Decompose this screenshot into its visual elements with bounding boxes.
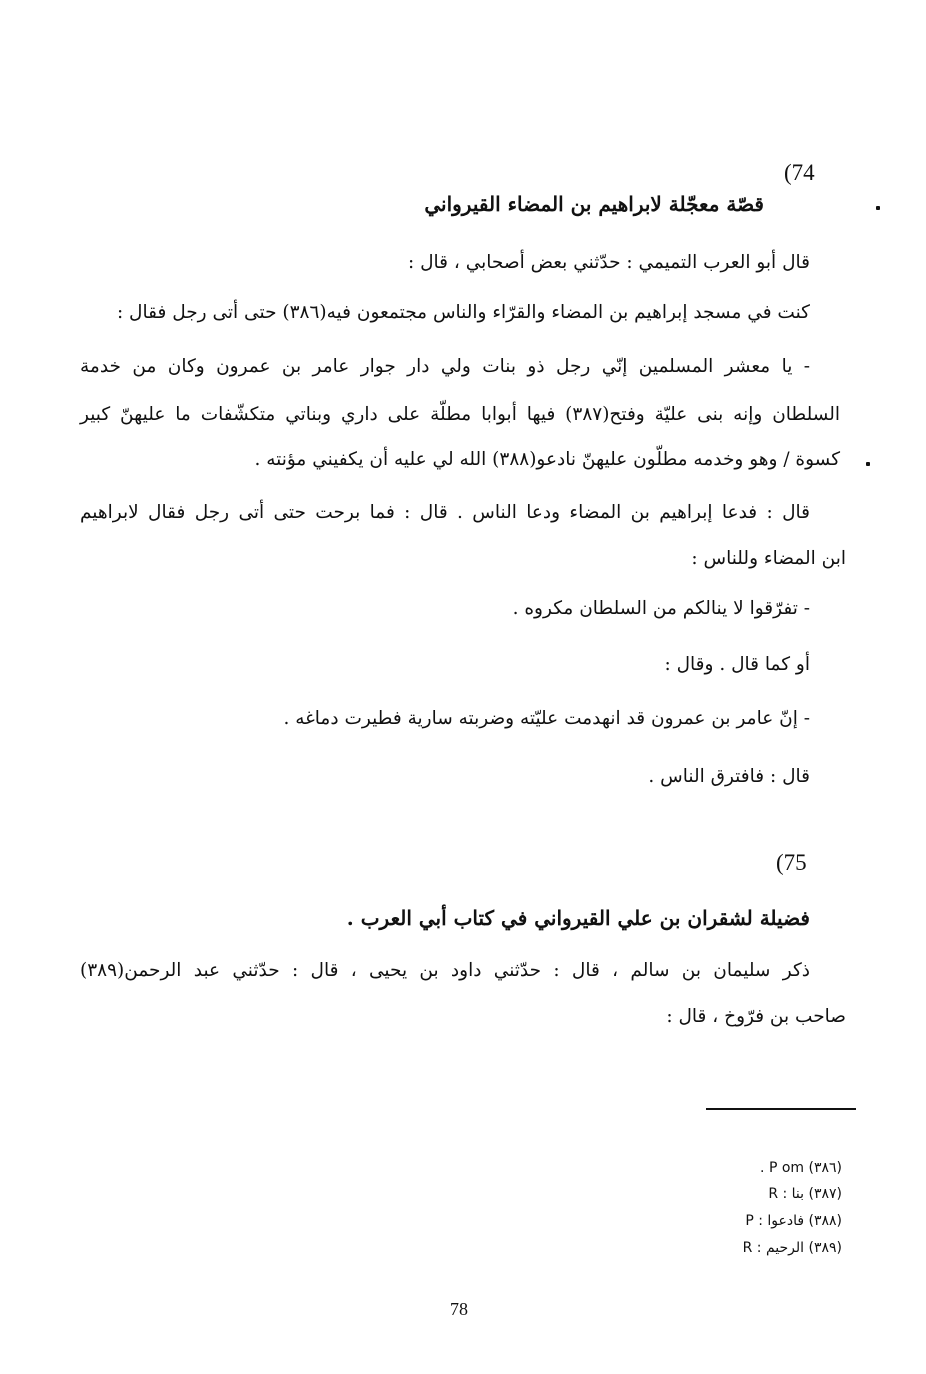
text-line: قال : فدعا إبراهيم بن المضاء ودعا الناس . قال : فما برحت حتى أتى رجل فقال لابراهيم <box>80 502 810 523</box>
page-number: 78 <box>450 1299 468 1319</box>
section-title: قصّة معجّلة لابراهيم بن المضاء القيرواني <box>424 192 764 216</box>
text-line: - يا معشر المسلمين إنّي رجل ذو بنات ولي دار جوار عامر بن عمرون وكان من خدمة <box>80 356 810 377</box>
section-number: (74 <box>784 160 815 185</box>
text-line: كسوة / وهو وخدمه مطلّون عليهنّ نادعو(٣٨٨) الله لي عليه أن يكفيني مؤنته . <box>254 449 840 470</box>
footnote: (٣٨٧) بنا : R <box>768 1186 842 1202</box>
text-line: قال : فافترق الناس . <box>648 766 810 787</box>
text-line: - تفرّقوا لا ينالكم من السلطان مكروه . <box>512 598 810 619</box>
footnote: (٣٨٨) فادعوا : P <box>745 1213 842 1229</box>
text-line: قال أبو العرب التميمي : حدّثني بعض أصحابي ، قال : <box>407 252 810 273</box>
footnote: (٣٨٦) P om . <box>760 1160 842 1176</box>
section-title: فضيلة لشقران بن علي القيرواني في كتاب أبي العرب . <box>346 906 810 930</box>
text-line: صاحب بن فرّوخ ، قال : <box>666 1006 846 1027</box>
footnote-divider <box>706 1108 856 1110</box>
text-line: - إنّ عامر بن عمرون قد انهدمت عليّته وضربته سارية فطيرت دماغه . <box>283 708 810 729</box>
text-line: ابن المضاء وللناس : <box>691 548 846 569</box>
text-line: ذكر سليمان بن سالم ، قال : حدّثني داود بن يحيى ، قال : حدّثني عبد الرحمن(٣٨٩) <box>80 960 810 981</box>
section-number: (75 <box>776 850 807 875</box>
bullet-mark <box>866 462 870 466</box>
text-line: كنت في مسجد إبراهيم بن المضاء والقرّاء والناس مجتمعون فيه(٣٨٦) حتى أتى رجل فقال : <box>116 302 810 323</box>
text-line: أو كما قال . وقال : <box>664 654 810 675</box>
margin-mark <box>876 206 880 210</box>
text-line: السلطان وإنه بنى عليّة وفتح(٣٨٧) فيها أبوابا مطلّة على داري وبناتي متكشّفات ما عليهنّ كبير <box>80 404 840 425</box>
footnote: (٣٨٩) الرحيم : R <box>742 1240 842 1256</box>
